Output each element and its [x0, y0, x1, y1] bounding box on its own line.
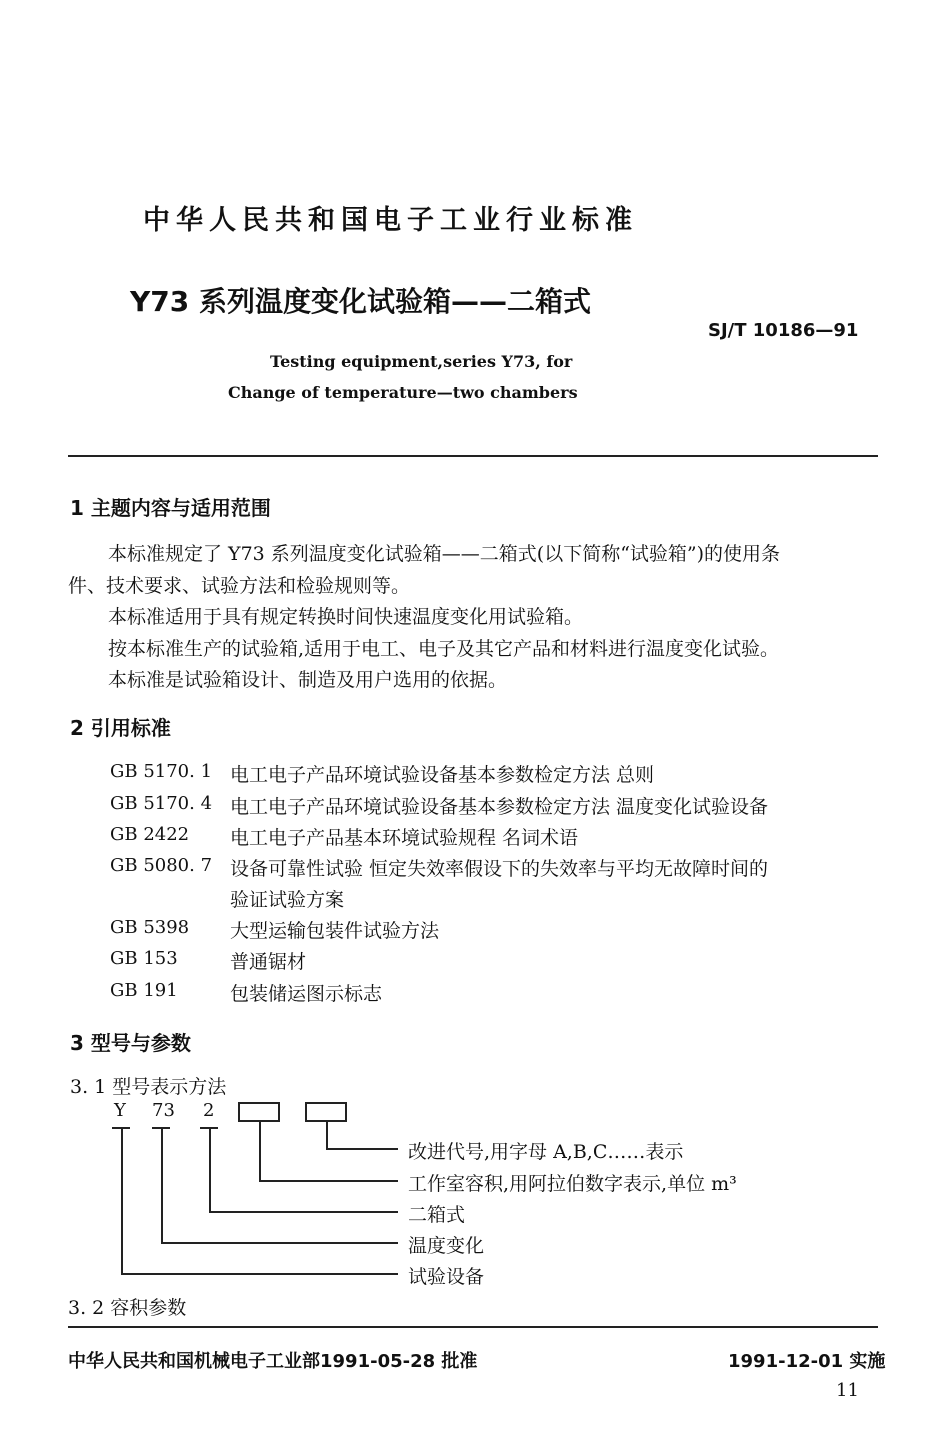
section-3-heading: 3 型号与参数 [70, 1031, 191, 1055]
leader-line [326, 1148, 398, 1150]
english-title-line-1: Testing equipment,series Y73, for [270, 352, 573, 371]
leader-line [121, 1273, 398, 1275]
reference-title: 包装储运图示标志 [230, 983, 383, 1005]
document-title: Y73 系列温度变化试验箱——二箱式 [130, 285, 591, 318]
leader-line [121, 1127, 123, 1274]
model-part-2: 2 [203, 1100, 215, 1121]
leader-line [326, 1122, 328, 1149]
model-revision-box [305, 1102, 347, 1122]
reference-title: 大型运输包装件试验方法 [230, 920, 440, 942]
leader-line [259, 1180, 398, 1182]
reference-title: 电工电子产品基本环境试验规程 名词术语 [230, 827, 579, 849]
leader-line [161, 1127, 163, 1243]
reference-code: GB 5170. 1 [110, 761, 213, 782]
reference-code: GB 5080. 7 [110, 855, 213, 876]
reference-code: GB 153 [110, 948, 178, 969]
section-1-paragraph-3: 按本标准生产的试验箱,适用于电工、电子及其它产品和材料进行温度变化试验。 [108, 638, 780, 660]
page-number: 11 [836, 1380, 859, 1401]
model-volume-box [238, 1102, 280, 1122]
legend-temperature-change: 温度变化 [408, 1235, 485, 1257]
section-1-paragraph-4: 本标准是试验箱设计、制造及用户选用的依据。 [108, 669, 508, 691]
section-1-paragraph-1-line-2: 件、技术要求、试验方法和检验规则等。 [68, 575, 411, 597]
effective-date: 1991-12-01 实施 [728, 1351, 886, 1372]
reference-title: 普通锯材 [230, 951, 307, 973]
model-part-y: Y [114, 1100, 126, 1121]
section-1-paragraph-1-line-1: 本标准规定了 Y73 系列温度变化试验箱——二箱式(以下简称“试验箱”)的使用条 [108, 543, 781, 565]
footer-rule [68, 1326, 878, 1328]
header-rule [68, 455, 878, 457]
issuing-organization: 中华人民共和国电子工业行业标准 [143, 205, 638, 236]
reference-title: 设备可靠性试验 恒定失效率假设下的失效率与平均无故障时间的 [230, 858, 769, 880]
reference-code: GB 2422 [110, 824, 190, 845]
leader-line [161, 1242, 398, 1244]
english-title-line-2: Change of temperature—two chambers [228, 383, 578, 402]
reference-code: GB 5398 [110, 917, 190, 938]
reference-code: GB 5170. 4 [110, 793, 213, 814]
section-2-heading: 2 引用标准 [70, 716, 171, 740]
legend-two-chamber: 二箱式 [408, 1204, 466, 1226]
standard-code: SJ/T 10186—91 [708, 320, 859, 341]
leader-line [259, 1122, 261, 1181]
subsection-3-1-heading: 3. 1 型号表示方法 [70, 1076, 227, 1098]
section-1-heading: 1 主题内容与适用范围 [70, 496, 271, 520]
reference-code: GB 191 [110, 980, 178, 1001]
approval-statement: 中华人民共和国机械电子工业部1991-05-28 批准 [68, 1351, 478, 1372]
reference-title: 电工电子产品环境试验设备基本参数检定方法 温度变化试验设备 [230, 796, 769, 818]
reference-title: 电工电子产品环境试验设备基本参数检定方法 总则 [230, 764, 655, 786]
legend-chamber-volume: 工作室容积,用阿拉伯数字表示,单位 m³ [408, 1173, 737, 1195]
subsection-3-2-heading: 3. 2 容积参数 [68, 1297, 187, 1319]
leader-line [209, 1211, 398, 1213]
legend-revision-code: 改进代号,用字母 A,B,C……表示 [408, 1141, 684, 1163]
legend-test-equipment: 试验设备 [408, 1266, 485, 1288]
reference-title-continued: 验证试验方案 [230, 889, 345, 911]
leader-line [209, 1127, 211, 1212]
model-part-73: 73 [152, 1100, 175, 1121]
section-1-paragraph-2: 本标准适用于具有规定转换时间快速温度变化用试验箱。 [108, 606, 584, 628]
